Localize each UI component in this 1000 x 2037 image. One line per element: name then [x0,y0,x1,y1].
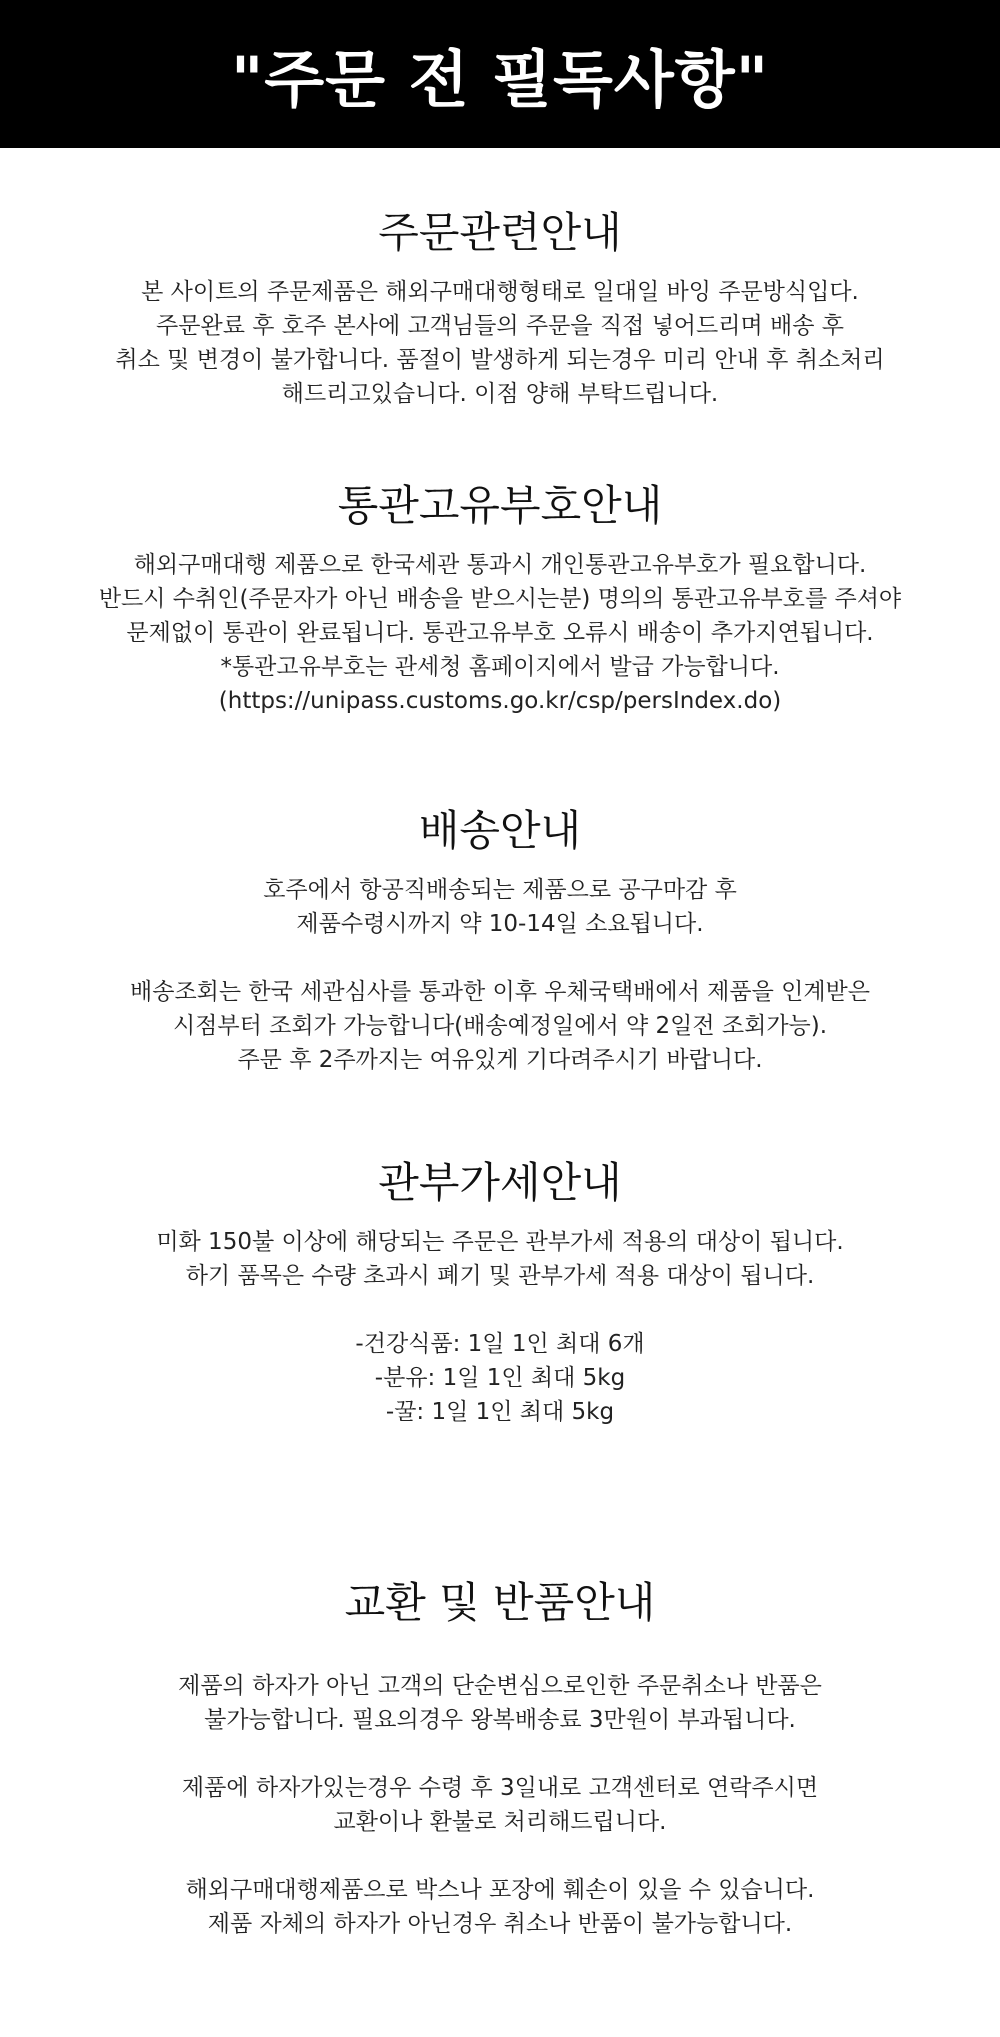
section-line: 본 사이트의 주문제품은 해외구매대행형태로 일대일 바잉 주문방식입다. [141,279,859,305]
paragraph-gap [0,941,1000,975]
section-line: 제품의 하자가 아닌 고객의 단순변심으로인한 주문취소나 반품은 [178,1673,822,1699]
section-line: 배송조회는 한국 세관심사를 통과한 이후 우체국택배에서 제품을 인계받은 [130,979,870,1005]
section-line: 제품수령시까지 약 10-14일 소요됩니다. [296,911,704,937]
shipping-info-section [0,803,1000,1077]
exchange-return-section [0,1575,1000,1941]
order-info-section [0,205,1000,411]
section-line: 제품 자체의 하자가 아닌경우 취소나 반품이 불가능합니다. [207,1911,793,1937]
section-line: 하기 품목은 수량 초과시 폐기 및 관부가세 적용 대상이 됩니다. [185,1263,815,1289]
section-line: 문제없이 통관이 완료됩니다. 통관고유부호 오류시 배송이 추가지연됩니다. [126,620,874,646]
section-title: 주문관련안내 [378,208,622,257]
paragraph-gap [0,1293,1000,1327]
section-title: 배송안내 [418,806,582,855]
customs-duty-section [0,1155,1000,1429]
section-line: 취소 및 변경이 불가합니다. 품절이 발생하게 되는경우 미리 안내 후 취소처리 [115,347,885,373]
section-line: 불가능합니다. 필요의경우 왕복배송료 3만원이 부과됩니다. [204,1707,796,1733]
section-line: 해드리고있습니다. 이점 양해 부탁드립니다. [281,381,719,407]
section-line: 시점부터 조회가 가능합니다(배송예정일에서 약 2일전 조회가능). [172,1013,828,1039]
section-body [0,873,1000,1077]
customs-url-text: (https://unipass.customs.go.kr/csp/persIndex.do) [218,688,782,714]
section-title: 교환 및 반품안내 [344,1578,656,1627]
section-line: 반드시 수취인(주문자가 아닌 배송을 받으시는분) 명의의 통관고유부호를 주셔야 [98,586,902,612]
section-title: 관부가세안내 [378,1158,622,1207]
section-line: 미화 150불 이상에 해당되는 주문은 관부가세 적용의 대상이 됩니다. [156,1229,844,1255]
paragraph-gap [0,1839,1000,1873]
limit-item: -분유: 1일 1인 최대 5kg [374,1365,626,1391]
limit-item: -꿀: 1일 1인 최대 5kg [385,1399,615,1425]
section-line: 주문 후 2주까지는 여유있게 기다려주시기 바랍니다. [237,1047,763,1073]
section-body [0,275,1000,411]
section-line: 해외구매대행제품으로 박스나 포장에 훼손이 있을 수 있습니다. [185,1877,815,1903]
section-line: 주문완료 후 호주 본사에 고객님들의 주문을 직접 넣어드리며 배송 후 [156,313,844,339]
section-line: 해외구매대행 제품으로 한국세관 통과시 개인통관고유부호가 필요합니다. [133,552,867,578]
page-title: "주문 전 필독사항" [230,42,770,116]
section-line: 제품에 하자가있는경우 수령 후 3일내로 고객센터로 연락주시면 [181,1775,819,1801]
section-line: 호주에서 항공직배송되는 제품으로 공구마감 후 [263,877,737,903]
header-banner [0,0,1000,148]
section-body [0,1225,1000,1429]
paragraph-gap [0,1737,1000,1771]
section-body [0,1669,1000,1941]
customs-code-section [0,478,1000,718]
section-line: *통관고유부호는 관세청 홈페이지에서 발급 가능합니다. [220,654,780,680]
section-line: 교환이나 환불로 처리해드립니다. [333,1809,667,1835]
limit-item: -건강식품: 1일 1인 최대 6개 [355,1331,645,1357]
section-title: 통관고유부호안내 [337,481,663,530]
section-body [0,548,1000,718]
